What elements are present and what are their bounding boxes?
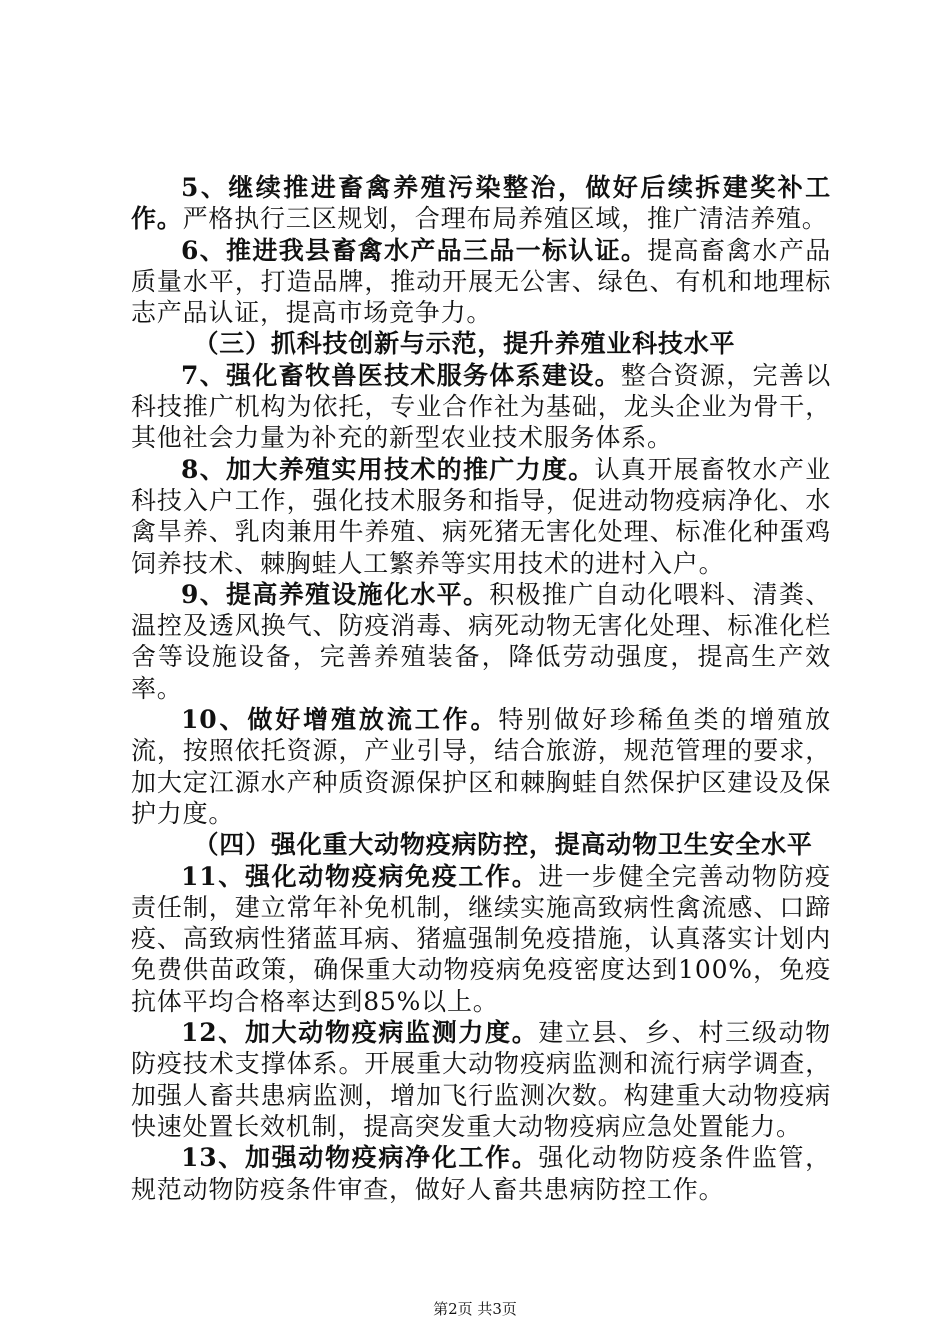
paragraph-lead: 5、继续推进畜禽养殖污染整治，做好后续拆建奖补工作。 (131, 173, 831, 234)
paragraph-text: 提高畜禽水产品质量水平，打造品牌，推动开展无公害、绿色、有机和地理标志产品认证，提高市场竞争力。 (131, 235, 831, 328)
paragraph-10 (131, 704, 831, 829)
paragraph-13 (131, 1142, 831, 1205)
section-heading-4: （四）强化重大动物疫病防控，提高动物卫生安全水平 (193, 830, 813, 860)
paragraph-lead: 11、强化动物疫病免疫工作。 (181, 861, 539, 891)
paragraph-text: 建立县、乡、村三级动物防疫技术支撑体系。开展重大动物疫病监测和流行病学调查，加强人畜共患病监测，增加飞行监测次数。构建重大动物疫病快速处置长效机制，提高突发重大动物疫病应急处置能力。 (131, 1018, 831, 1141)
paragraph-lead: 8、加大养殖实用技术的推广力度。 (181, 454, 595, 484)
paragraph-12 (131, 1017, 831, 1142)
paragraph-lead: 12、加大动物疫病监测力度。 (181, 1018, 539, 1048)
paragraph-9 (131, 579, 831, 704)
paragraph-text: 认真开展畜牧水产业科技入户工作，强化技术服务和指导，促进动物疫病净化、水禽旱养、乳肉兼用牛养殖、病死猪无害化处理、标准化种蛋鸡饲养技术、棘胸蛙人工繁养等实用技术的进村入户。 (131, 454, 831, 578)
paragraph-text: 整合资源，完善以科技推广机构为依托，专业合作社为基础，龙头企业为骨干，其他社会力量为补充的新型农业技术服务体系。 (131, 360, 831, 453)
paragraph-text: 积极推广自动化喂料、清粪、温控及透风换气、防疫消毒、病死动物无害化处理、标准化栏舍等设施设备，完善养殖装备，降低劳动强度，提高生产效率。 (131, 579, 831, 703)
paragraph-text: 特别做好珍稀鱼类的增殖放流，按照依托资源，产业引导，结合旅游，规范管理的要求，加大定江源水产种质资源保护区和棘胸蛙自然保护区建设及保护力度。 (131, 705, 831, 828)
paragraph-lead: 7、强化畜牧兽医技术服务体系建设。 (181, 360, 621, 390)
paragraph-7 (131, 360, 831, 454)
paragraph-lead: 6、推进我县畜禽水产品三品一标认证。 (181, 235, 648, 265)
paragraph-lead: 9、提高养殖设施化水平。 (181, 579, 490, 609)
paragraph-8 (131, 454, 831, 579)
paragraph-5 (131, 172, 831, 235)
paragraph-text: 强化动物防疫条件监管，规范动物防疫条件审查，做好人畜共患病防控工作。 (131, 1143, 831, 1204)
paragraph-text: 严格执行三区规划，合理布局养殖区域，推广清洁养殖。 (182, 204, 828, 234)
paragraph-lead: 10、做好增殖放流工作。 (181, 705, 499, 735)
paragraph-6 (131, 235, 831, 329)
paragraph-11 (131, 861, 831, 1017)
document-body (131, 172, 831, 1205)
page-footer: 第2页 共3页 (433, 1300, 517, 1318)
section-heading-3: （三）抓科技创新与示范，提升养殖业科技水平 (193, 329, 736, 359)
paragraph-text: 进一步健全完善动物防疫责任制，建立常年补免机制，继续实施高致病性禽流感、口蹄疫、高致病性猪蓝耳病、猪瘟强制免疫措施，认真落实计划内免费供苗政策，确保重大动物疫病免疫密度达到100%，免疫抗体平均合格率达到85%以上。 (131, 861, 831, 1016)
paragraph-lead: 13、加强动物疫病净化工作。 (181, 1143, 539, 1173)
